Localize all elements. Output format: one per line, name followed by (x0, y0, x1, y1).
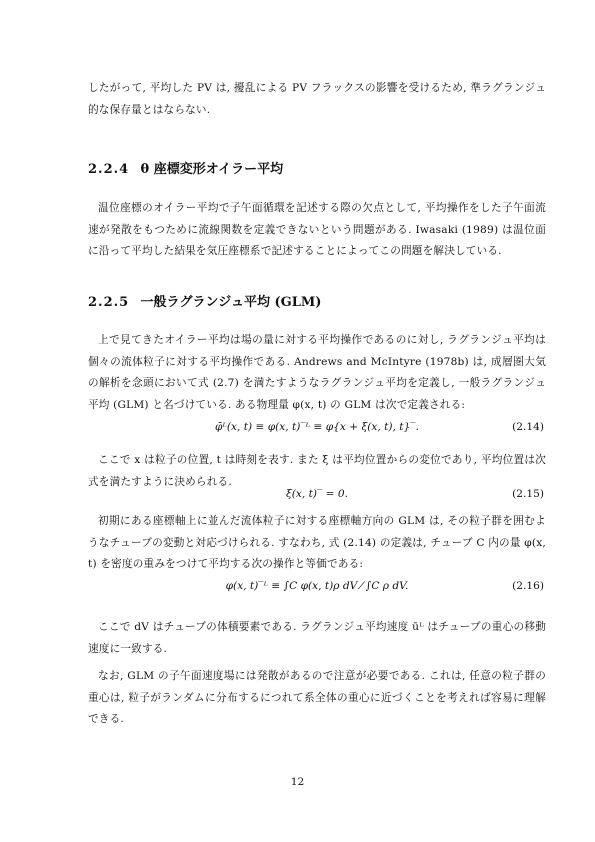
section-title: 一般ラグランジュ平均 (GLM) (140, 295, 322, 310)
section-title: θ 座標変形オイラー平均 (140, 162, 284, 177)
equation-body: φ(x, t)‾ᴸ ≡ ∫C φ(x, t)ρ dV ⁄ ∫C ρ dV. (225, 580, 409, 592)
equation-body: φ̄ᴸ(x, t) ≡ φ(x, t)‾ᴸ ≡ φ{x + ξ(x, t), t}‾. (215, 421, 419, 433)
paragraph-glm-intro: 上で見てきたオイラー平均は場の量に対する平均操作であるのに対し, ラグランジュ平均は個々の流体粒子に対する平均操作である. Andrews and McIntyre (1978b) は, 成層圏大気の解析を念頭において式 (2.7) を満たすようなラグランジュ平均を定義し, 一般ラグランジュ平均 (GLM) と名づけている. ある物理量 φ(x, t) の GLM は次で定義される: (88, 334, 546, 411)
equation-2-15 (88, 488, 546, 508)
paragraph-displacement: ここで x は粒子の位置, t は時刻を表す. また ξ は平均位置からの変位であり, 平均位置は次式を満たすように決められる. (88, 454, 546, 488)
section-heading-2-2-4 (88, 158, 283, 177)
paragraph-pv-flux: したがって, 平均した PV は, 擾乱による PV フラックスの影響を受けるため, 準ラグランジュ的な保存量とはならない. (88, 82, 546, 116)
page-number: 12 (290, 776, 305, 788)
equation-number: (2.14) (512, 421, 544, 433)
section-heading-2-2-5 (88, 291, 321, 310)
paragraph-tube: 初期にある座標軸上に並んだ流体粒子に対する座標軸方向の GLM は, その粒子群を囲むようなチューブの変動と対応づけられる. すなわち, 式 (2.14) の定義は, チューブ C 内の量 φ(x, t) を密度の重みをつけて平均する次の操作と等価である: (88, 515, 546, 570)
paragraph-volume-element: ここで dV はチューブの体積要素である. ラグランジュ平均速度 ūᴸ はチューブの重心の移動速度に一致する. (88, 621, 546, 655)
equation-number: (2.15) (512, 488, 544, 500)
paragraph-theta-euler: 温位座標のオイラー平均で子午面循環を記述する際の欠点として, 平均操作をした子午面流速が発散をもつために流線関数を定義できないという問題がある. Iwasaki (1989) は温位面に沿って平均した結果を気圧座標系で記述することによってこの問題を解決している. (88, 202, 546, 257)
equation-number: (2.16) (512, 580, 544, 592)
section-number: 2.2.4 (88, 162, 130, 177)
section-number: 2.2.5 (88, 295, 130, 310)
equation-body: ξ(x, t)‾ = 0. (285, 488, 349, 500)
equation-2-14 (88, 421, 546, 441)
equation-2-16 (88, 580, 546, 600)
paragraph-divergence-note: なお, GLM の子午面速度場には発散があるので注意が必要である. これは, 任意の粒子群の重心は, 粒子がランダムに分布するにつれて系全体の重心に近づくことを考えれば容易に理解できる. (88, 670, 546, 725)
